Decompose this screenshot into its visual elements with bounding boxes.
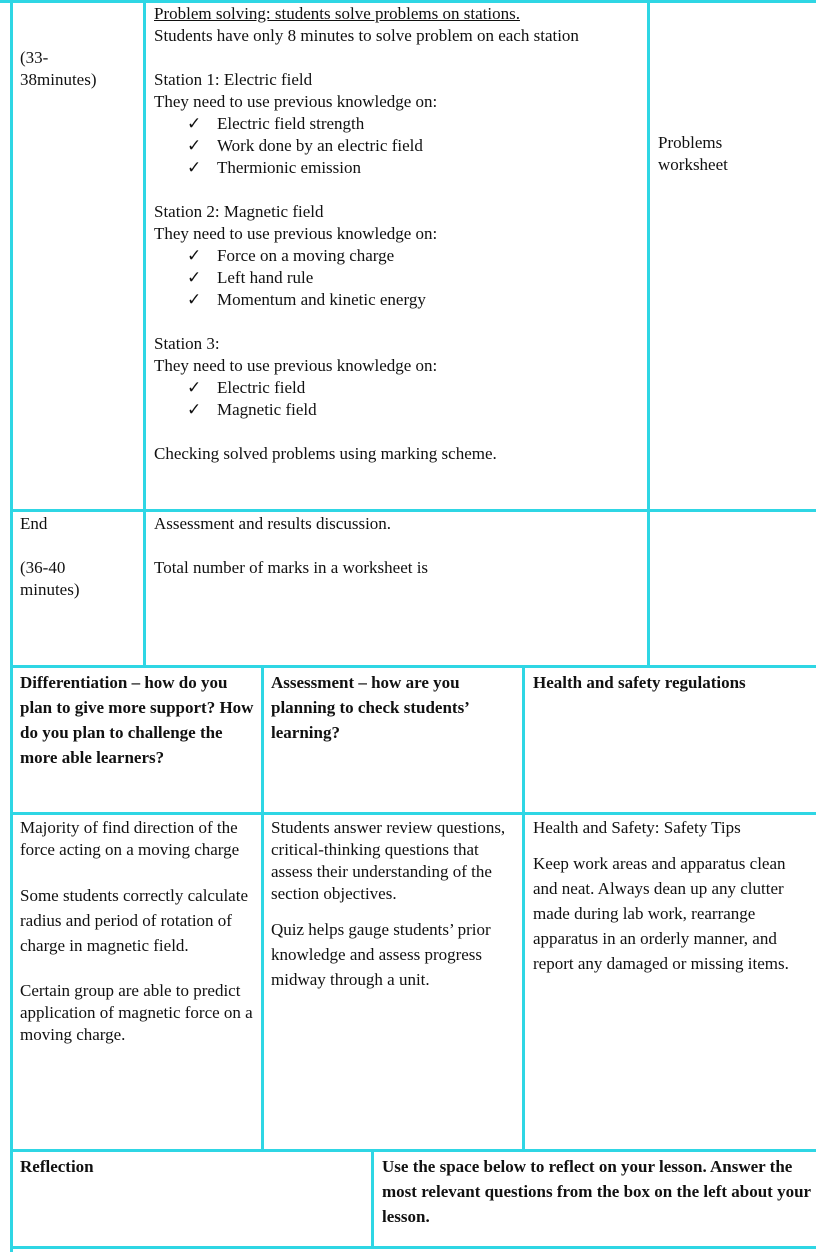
health-text: Keep work areas and apparatus clean and neat. Always dean up any clutter made during lab work, rearrange apparatus in an orderly manner, and report any damaged or missing items. (533, 854, 789, 973)
border-bottom (10, 1246, 816, 1249)
station-3-lead: They need to use previous knowledge on: (154, 356, 438, 375)
divider-diff-col (261, 665, 264, 1151)
station-3-list (154, 377, 644, 421)
end-time-line2: minutes) (20, 580, 80, 599)
end-label: End (20, 514, 48, 533)
assessment-item-1: Students answer review questions, critical-thinking questions that assess their understanding of the section objectives. (271, 818, 506, 903)
station-2-title: Station 2: Magnetic field (154, 202, 324, 221)
check-mark-icon: ✓ (187, 400, 202, 419)
check-mark-icon: ✓ (187, 378, 202, 397)
reflection-label: Reflection (20, 1157, 94, 1176)
list-item: ✓ Work done by an electric field (187, 136, 423, 155)
divider-row-headers (10, 665, 816, 668)
differentiation-item-1: Majority of find direction of the force acting on a moving charge (20, 818, 240, 859)
end-time-line1: (36-40 (20, 558, 66, 577)
differentiation-item-2: Some students correctly calculate radius and period of rotation of charge in magnetic field. (20, 886, 248, 955)
divider-reflection-col (371, 1149, 374, 1249)
end-activity-cell (154, 513, 644, 579)
station-3-title: Station 3: (154, 334, 220, 353)
list-item: ✓ Left hand rule (187, 268, 314, 287)
assessment-item-2: Quiz helps gauge students’ prior knowledge and assess progress midway through a unit. (271, 920, 491, 989)
check-mark-icon: ✓ (187, 114, 202, 133)
check-mark-icon: ✓ (187, 290, 202, 309)
end-activity: Assessment and results discussion. (154, 514, 392, 533)
stage-activity-cell (154, 3, 644, 465)
check-mark-icon: ✓ (187, 246, 202, 265)
differentiation-header (20, 670, 256, 770)
stage-resources-cell (658, 132, 808, 176)
health-subtitle: Health and Safety: Safety Tips (533, 818, 741, 837)
list-item: ✓ Force on a moving charge (187, 246, 395, 265)
list-item: ✓ Electric field (187, 378, 306, 397)
station-2-list (154, 245, 644, 311)
end-marks: Total number of marks in a worksheet is (154, 558, 429, 577)
border-left (10, 0, 13, 1252)
divider-row-reflection (10, 1149, 816, 1152)
health-title: Health and safety regulations (533, 673, 746, 692)
differentiation-cell (20, 817, 256, 1046)
check-mark-icon: ✓ (187, 268, 202, 287)
divider-assess-col (522, 665, 525, 1151)
reflection-cell (20, 1154, 360, 1179)
assessment-cell (271, 817, 517, 992)
station-1-list (154, 113, 644, 179)
assessment-header (271, 670, 517, 745)
resources-line1: Problems (658, 133, 723, 152)
divider-row-end (10, 509, 816, 512)
checking-note: Checking solved problems using marking scheme. (154, 444, 497, 463)
list-item: ✓ Electric field strength (187, 114, 365, 133)
stage-intro: Students have only 8 minutes to solve problem on each station (154, 26, 579, 45)
stage-time-line1: (33- (20, 48, 49, 67)
station-2-lead: They need to use previous knowledge on: (154, 224, 438, 243)
check-mark-icon: ✓ (187, 158, 202, 177)
differentiation-title: Differentiation – how do you plan to give more support? How do you plan to challenge the more able learners? (20, 673, 254, 767)
resources-line2: worksheet (658, 155, 728, 174)
station-1-lead: They need to use previous knowledge on: (154, 92, 438, 111)
divider-time-col (143, 0, 146, 668)
divider-row-details (10, 812, 816, 815)
differentiation-item-3: Certain group are able to predict application of magnetic force on a moving charge. (20, 981, 253, 1044)
end-time-cell (20, 513, 140, 601)
health-cell (533, 817, 813, 976)
stage-title: Problem solving: students solve problems on stations. (154, 4, 520, 23)
reflection-prompt-cell (382, 1154, 814, 1229)
list-item: ✓ Thermionic emission (187, 158, 362, 177)
health-header (533, 670, 813, 695)
stage-time-cell (20, 47, 140, 91)
assessment-title: Assessment – how are you planning to check students’ learning? (271, 673, 469, 742)
station-1-title: Station 1: Electric field (154, 70, 313, 89)
stage-time-line2: 38minutes) (20, 70, 97, 89)
check-mark-icon: ✓ (187, 136, 202, 155)
list-item: ✓ Momentum and kinetic energy (187, 290, 426, 309)
reflection-prompt: Use the space below to reflect on your lesson. Answer the most relevant questions from the box on the left about your lesson. (382, 1157, 811, 1226)
list-item: ✓ Magnetic field (187, 400, 317, 419)
divider-resource-col (647, 0, 650, 668)
